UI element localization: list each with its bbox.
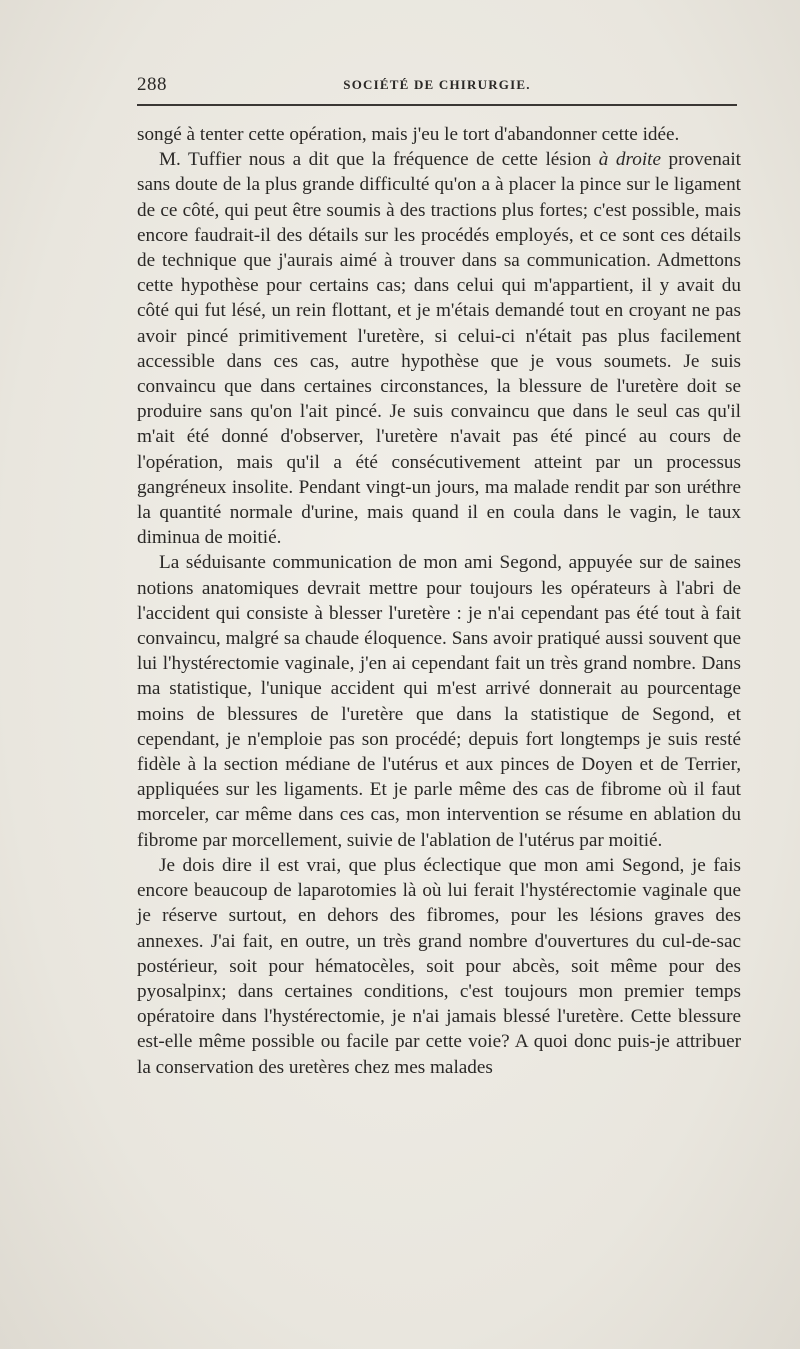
body-text: [137, 122, 741, 1080]
paragraph-2-italic: à droite: [598, 149, 662, 171]
paragraph-4: Je dois dire il est vrai, que plus éclectique que mon ami Segond, je fais encore beaucoup de laparotomies là où lui ferait l'hystérectomie vaginale que je réserve surtout, en dehors des fibromes, pour les lésions graves des annexes. J'ai fait, en outre, un très grand nombre d'ouvertures du cul-de-sac postérieur, soit pour hématocèles, soit pour abcès, soit même pour des pyosalpinx; dans certaines conditions, c'est toujours mon premier temps opératoire dans l'hystérectomie, je n'ai jamais blessé l'uretère. Cette blessure est-elle même possible ou facile par cette voie? A quoi donc puis-je attribuer la conservation des uretères chez mes malades: [137, 854, 741, 1078]
page-number: 288: [137, 74, 167, 95]
paragraph-2: [137, 147, 741, 550]
paragraph-2-rest: provenait sans doute de la plus grande difficulté qu'on a à placer la pince sur le ligament de ce côté, qui peut être soumis à des tractions plus fortes; c'est possible, mais encore faudrait-il des détails sur les procédés employés, et ce sont ces détails de technique que j'aurais aimé à trouver dans sa communication. Admettons cette hypothèse pour certains cas; dans celui qui m'appartient, il y avait du côté qui fut lésé, un rein flottant, et je m'étais demandé tout en croyant ne pas avoir pincé primitivement l'uretère, si celui-ci n'était pas plus facilement accessible dans ces cas, autre hypothèse que je vous soumets. Je suis convaincu que dans certaines circonstances, la blessure de l'uretère doit se produire sans qu'on l'ait pincé. Je suis convaincu que dans le seul cas qu'il m'ait été donné d'observer, l'uretère n'avait pas été pincé au cours de l'opération, mais qu'il a été consécutivement atteint par un processus gangréneux insolite. Pendant vingt-un jours, ma malade rendit par son uréthre la quantité normale d'urine, mais quand il en coula dans le vagin, le taux diminua de moitié.: [137, 149, 742, 549]
page-header: [137, 74, 737, 98]
running-title: SOCIÉTÉ DE CHIRURGIE.: [343, 77, 531, 92]
paragraph-2-start: M. Tuffier nous a dit que la fréquence de cette lésion: [159, 149, 599, 171]
paragraph-3: La séduisante communication de mon ami Segond, appuyée sur de saines notions anatomiques devrait mettre pour toujours les opérateurs à l'abri de l'accident qui consiste à blesser l'uretère : je n'ai cependant pas été tout à fait convaincu, malgré sa chaude éloquence. Sans avoir pratiqué aussi souvent que lui l'hystérectomie vaginale, j'en ai cependant fait un très grand nombre. Dans ma statistique, l'unique accident qui m'est arrivé donnerait au pourcentage moins de blessures de l'uretère que dans la statistique de Segond, et cependant, je n'emploie pas son procédé; depuis fort longtemps je suis resté fidèle à la section médiane de l'utérus et aux pinces de Doyen et de Terrier, appliquées sur les ligaments. Et je parle même des cas de fibrome où il faut morceler, car même dans ces cas, mon intervention se résume en ablation du fibrome par morcellement, suivie de l'ablation de l'utérus par moitié.: [137, 552, 741, 851]
paragraph-1: songé à tenter cette opération, mais j'eu le tort d'abandonner cette idée.: [137, 124, 680, 145]
header-rule: [137, 104, 737, 106]
